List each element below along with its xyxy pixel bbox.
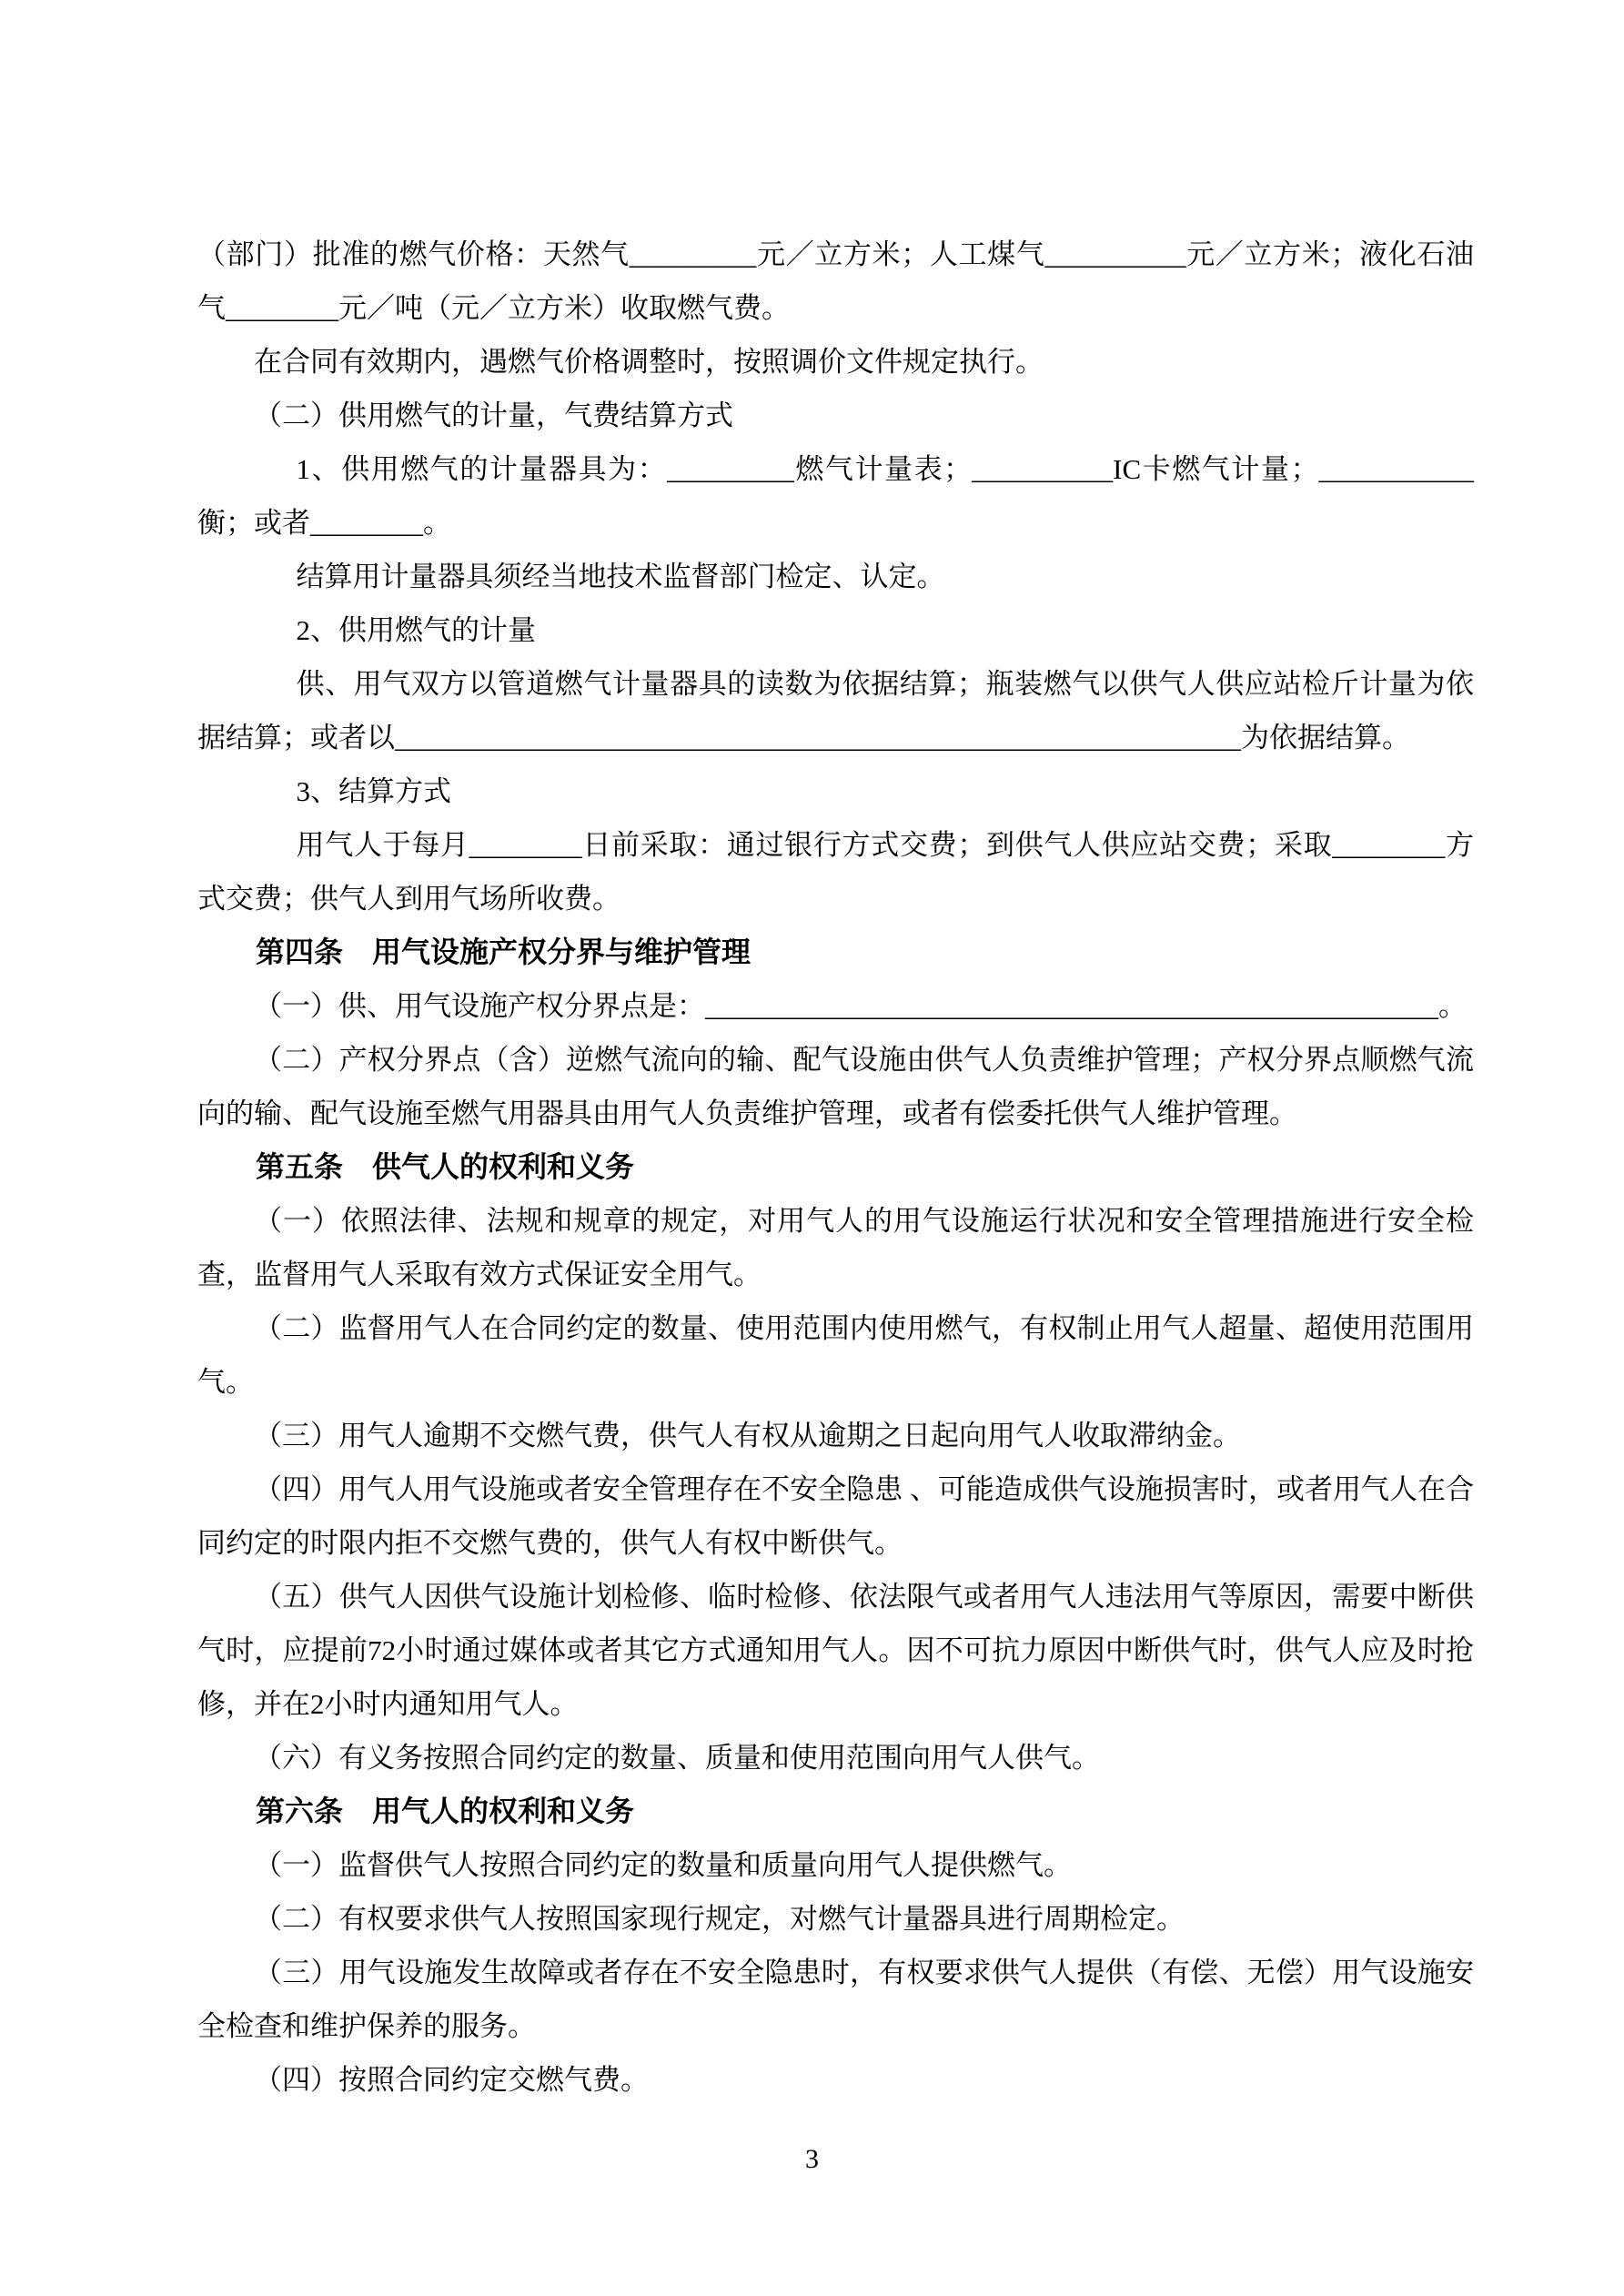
paragraph: （四）用气人用气设施或者安全管理存在不安全隐患 、可能造成供气设施损害时，或者用气人在合同约定的时限内拒不交燃气费的，供气人有权中断供气。 [197,1473,1474,1559]
section-heading: 第四条 用气设施产权分界与维护管理 [256,936,751,968]
page-number: 3 [805,2144,819,2174]
paragraph: （部门）批准的燃气价格：天然气_________元／立方米；人工煤气__________元／立方米；液化石油气________元／吨（元／立方米）收取燃气费。 [197,238,1474,324]
paragraph: 3、结算方式 [296,775,451,807]
paragraph: 2、供用燃气的计量 [296,614,536,646]
paragraph: 1、供用燃气的计量器具为：_________燃气计量表；__________IC卡燃气计量；___________衡；或者________。 [197,453,1474,539]
paragraph: 结算用计量器具须经当地技术监督部门检定、认定。 [296,561,945,592]
paragraph: （五）供气人因供气设施计划检修、临时检修、依法限气或者用气人违法用气等原因，需要中断供气时，应提前72小时通过媒体或者其它方式通知用气人。因不可抗力原因中断供气时，供气人应及时抢修，并在2小时内通知用气人。 [197,1581,1474,1720]
paragraph: （一）依照法律、法规和规章的规定，对用气人的用气设施运行状况和安全管理措施进行安全检查，监督用气人采取有效方式保证安全用气。 [197,1205,1474,1290]
paragraph: （一）监督供气人按照合同约定的数量和质量向用气人提供燃气。 [254,1849,1072,1881]
paragraph: （二）产权分界点（含）逆燃气流向的输、配气设施由供气人负责维护管理；产权分界点顺燃气流向的输、配气设施至燃气用器具由用气人负责维护管理，或者有偿委托供气人维护管理。 [197,1044,1474,1129]
section-heading: 第五条 供气人的权利和义务 [256,1150,635,1183]
document-content [197,228,1474,2107]
paragraph: （三）用气设施发生故障或者存在不安全隐患时，有权要求供气人提供（有偿、无偿）用气设施安全检查和维护保养的服务。 [197,1957,1474,2042]
paragraph: （二）有权要求供气人按照国家现行规定，对燃气计量器具进行周期检定。 [254,1903,1185,1935]
paragraph: 在合同有效期内，遇燃气价格调整时，按照调价文件规定执行。 [254,346,1044,378]
paragraph: 用气人于每月________日前采取：通过银行方式交费；到供气人供应站交费；采取________方式交费；供气人到用气场所收费。 [197,829,1474,915]
section-heading: 第六条 用气人的权利和义务 [256,1795,635,1827]
paragraph: 供、用气双方以管道燃气计量器具的读数为依据结算；瓶装燃气以供气人供应站检斤计量为依据结算；或者以____________________________________________________________为依据结算。 [197,668,1474,754]
paragraph: （二）监督用气人在合同约定的数量、使用范围内使用燃气，有权制止用气人超量、超使用范围用气。 [197,1312,1474,1398]
paragraph: （三）用气人逾期不交燃气费，供气人有权从逾期之日起向用气人收取滞纳金。 [254,1420,1241,1451]
paragraph: （一）供、用气设施产权分界点是：____________________________________________________。 [254,990,1467,1022]
paragraph: （六）有义务按照合同约定的数量、质量和使用范围向用气人供气。 [254,1742,1100,1774]
paragraph: （二）供用燃气的计量，气费结算方式 [254,400,733,431]
paragraph: （四）按照合同约定交燃气费。 [254,2064,649,2096]
